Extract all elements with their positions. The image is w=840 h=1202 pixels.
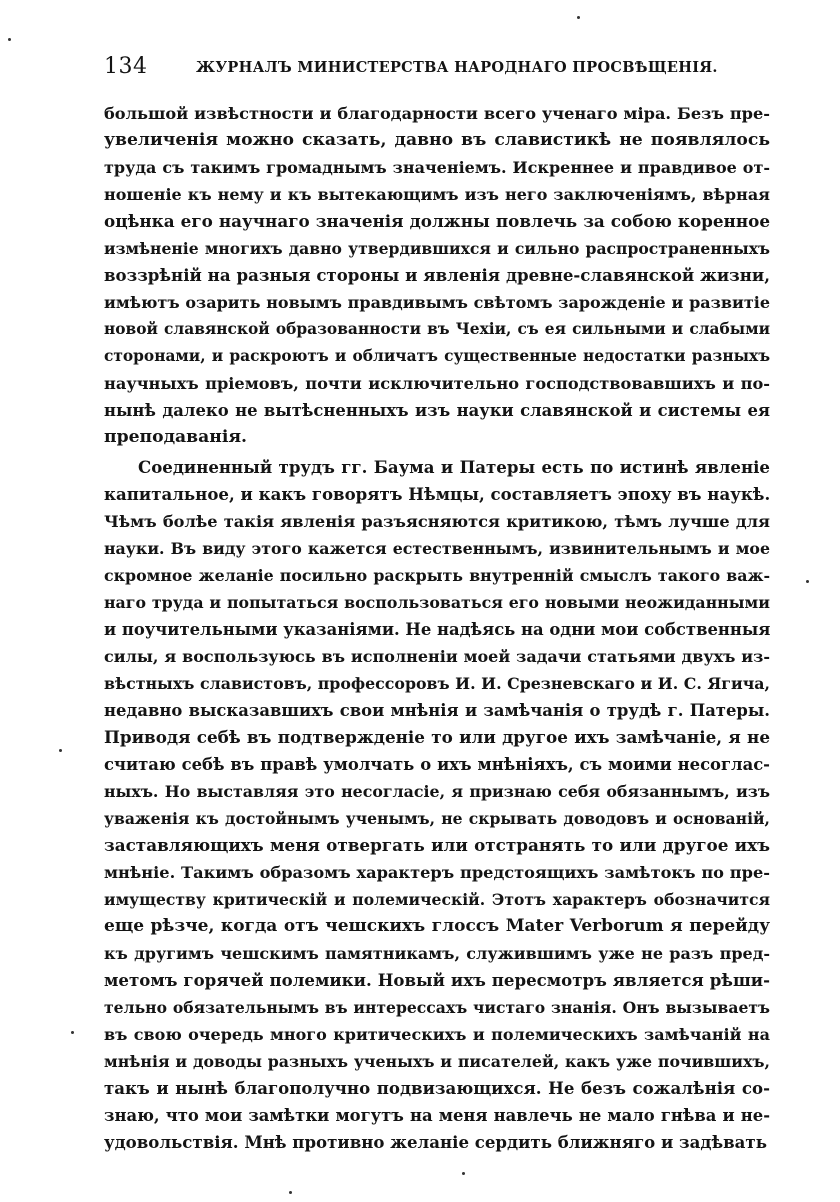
text-line: измѣненіе многихъ давно утвердившихся и сильно распространенныхъ: [104, 239, 770, 258]
scan-speck: [806, 580, 809, 583]
text-line: заставляющихъ меня отвергать или отстранять то или другое ихъ: [104, 835, 770, 855]
page-number: 134: [104, 54, 148, 79]
text-line: ношеніе къ нему и къ вытекающимъ изъ него заключеніямъ, вѣрная: [104, 185, 770, 204]
text-line: скромное желаніе посильно раскрыть внутренній смыслъ такого важ-: [104, 566, 770, 585]
text-line: силы, я воспользуюсь въ исполненіи моей задачи статьями двухъ из-: [104, 647, 770, 666]
scan-speck: [71, 1031, 74, 1034]
text-line: къ другимъ чешскимъ памятникамъ, служившимъ уже не разъ пред-: [104, 944, 770, 963]
text-line: большой извѣстности и благодарности всего ученаго міра. Безъ пре-: [104, 104, 770, 123]
text-line: мнѣнія и доводы разныхъ ученыхъ и писателей, какъ уже почившихъ,: [104, 1052, 770, 1071]
text-line: тельно обязательнымъ въ интерессахъ чистаго знанія. Онъ вызываетъ: [104, 998, 770, 1017]
text-line: удовольствія. Мнѣ противно желаніе сердить ближняго и задѣвать: [104, 1132, 767, 1152]
text-line: воззрѣній на разныя стороны и явленія древне-славянской жизни,: [104, 265, 770, 285]
text-line: преподаванія.: [104, 427, 248, 447]
scan-speck: [577, 16, 580, 19]
text-line: въ свою очередь много критическихъ и полемическихъ замѣчаній на: [104, 1025, 770, 1044]
text-line: капитальное, и какъ говорятъ Нѣмцы, составляетъ эпоху въ наукѣ.: [104, 484, 770, 504]
text-line: имѣютъ озарить новымъ правдивымъ свѣтомъ зарожденіе и развитіе: [104, 293, 770, 312]
text-line: мнѣніе. Такимъ образомъ характеръ предстоящихъ замѣтокъ по пре-: [104, 863, 770, 882]
text-line: наго труда и попытаться воспользоваться его новыми неожиданными: [104, 593, 770, 612]
text-line: оцѣнка его научнаго значенія должны повлечь за собою коренное: [104, 211, 770, 231]
text-line: Чѣмъ болѣе такія явленія разъясняются критикою, тѣмъ лучше для: [104, 512, 770, 531]
text-line: Соединенный трудъ гг. Баума и Патеры есть по истинѣ явленіе: [138, 457, 770, 477]
text-line: метомъ горячей полемики. Новый ихъ пересмотръ является рѣши-: [104, 970, 770, 990]
text-line: увеличенія можно сказать, давно въ славистикѣ не появлялось: [104, 130, 770, 150]
text-line: науки. Въ виду этого кажется естественнымъ, извинительнымъ и мое: [104, 539, 770, 558]
text-line: ныхъ. Но выставляя это несогласіе, я признаю себя обязаннымъ, изъ: [104, 782, 770, 801]
scan-speck: [59, 749, 62, 752]
text-line: научныхъ пріемовъ, почти исключительно господствовавшихъ и по-: [104, 374, 770, 393]
scan-speck: [462, 1172, 465, 1175]
text-line: новой славянской образованности въ Чехіи, съ ея сильными и слабыми: [104, 320, 770, 338]
running-title: ЖУРНАЛЪ МИНИСТЕРСТВА НАРОДНАГО ПРОСВѢЩЕНІЯ.: [196, 59, 718, 76]
text-line: Приводя себѣ въ подтвержденіе то или другое ихъ замѣчаніе, я не: [104, 727, 770, 747]
scan-speck: [289, 1191, 292, 1194]
text-line: имуществу критическій и полемическій. Этотъ характеръ обозначится: [104, 890, 770, 909]
paragraph: [104, 454, 770, 1156]
page-header: [104, 54, 774, 84]
text-line: еще рѣзче, когда отъ чешскихъ глоссъ Mater Verborum я перейду: [104, 916, 770, 936]
text-line: сторонами, и раскроютъ и обличатъ существенные недостатки разныхъ: [104, 347, 770, 365]
text-line: знаю, что мои замѣтки могутъ на меня навлечь не мало гнѣва и не-: [104, 1106, 770, 1125]
body-text: [104, 100, 770, 1156]
text-line: недавно высказавшихъ свои мнѣнія и замѣчанія о трудѣ г. Патеры.: [104, 701, 770, 720]
scan-speck: [8, 38, 11, 41]
text-line: и поучительными указаніями. Не надѣясь на одни мои собственныя: [104, 620, 770, 639]
text-line: уваженія къ достойнымъ ученымъ, не скрывать доводовъ и основаній,: [104, 809, 770, 828]
paragraph: [104, 100, 770, 451]
text-line: нынѣ далеко не вытѣсненныхъ изъ науки славянской и системы ея: [104, 401, 770, 420]
text-line: такъ и нынѣ благополучно подвизающихся. Не безъ сожалѣнія со-: [104, 1078, 770, 1098]
text-line: труда съ такимъ громаднымъ значеніемъ. Искреннее и правдивое от-: [104, 158, 770, 177]
text-line: вѣстныхъ славистовъ, профессоровъ И. И. Срезневскаго и И. С. Ягича,: [104, 674, 770, 693]
text-line: считаю себѣ въ правѣ умолчать о ихъ мнѣніяхъ, съ моими несоглас-: [104, 755, 770, 774]
